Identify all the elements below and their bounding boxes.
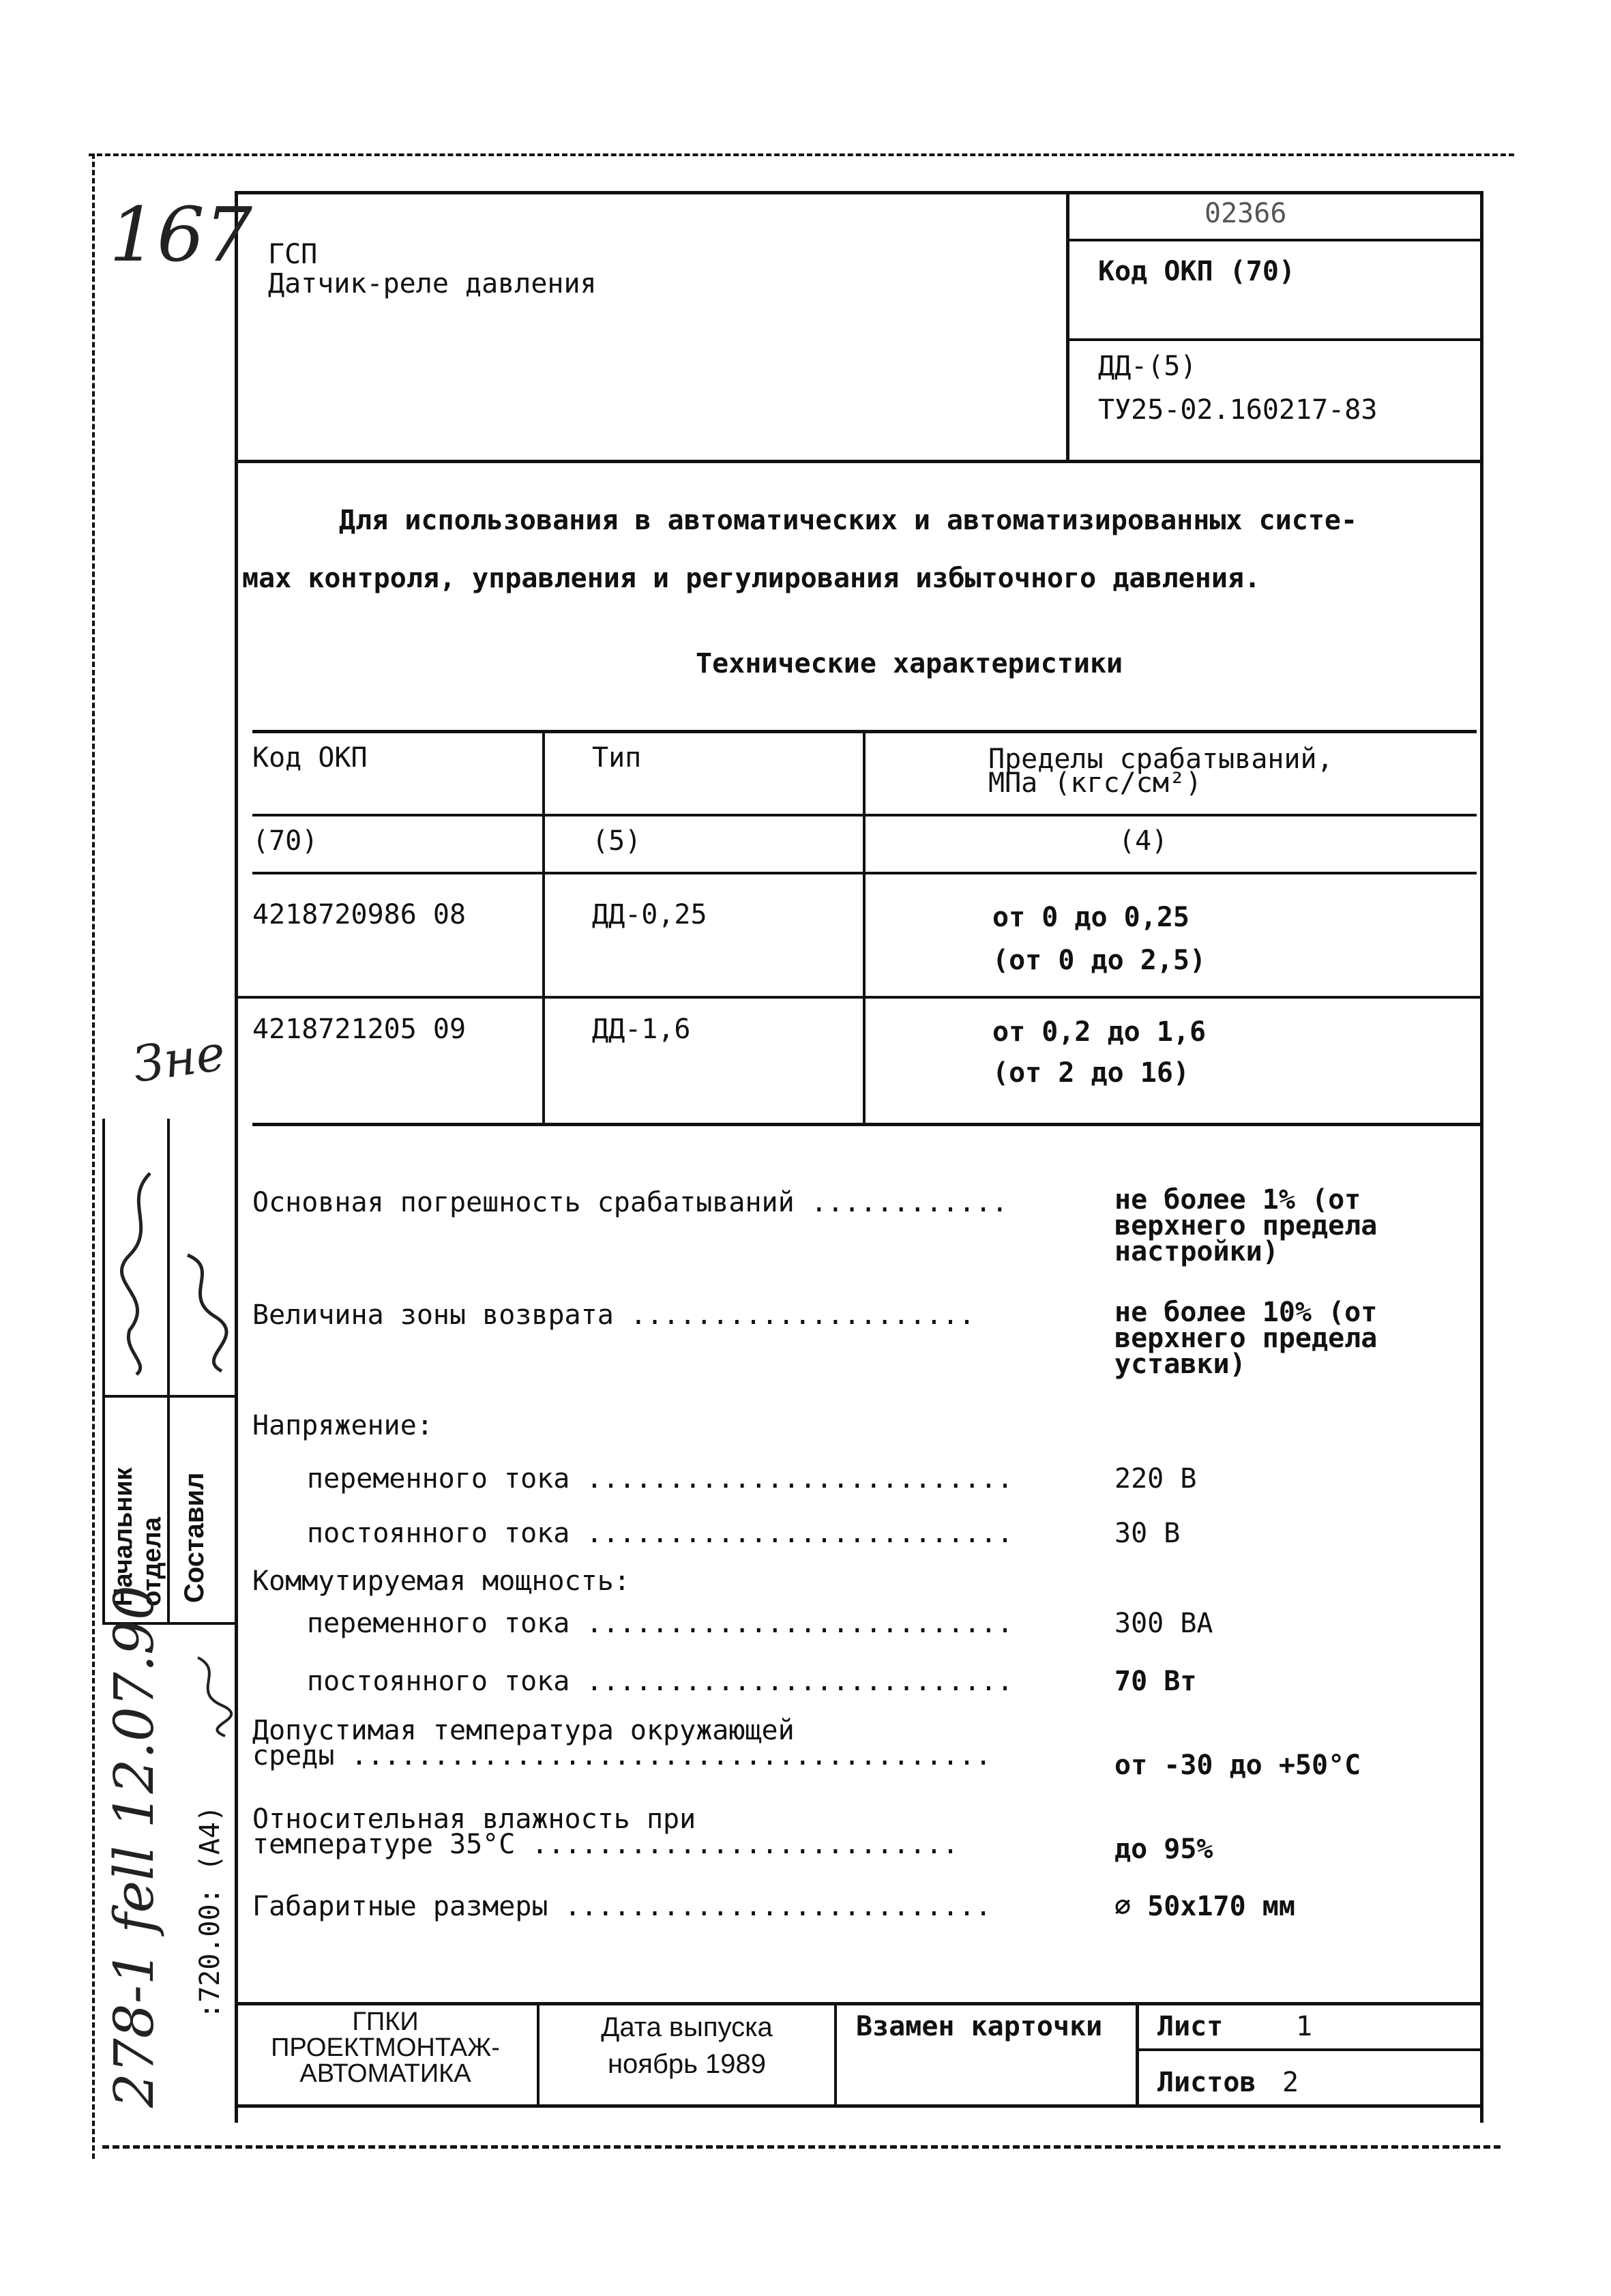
header-bottom-border (235, 460, 1483, 463)
return-zone-label: Величина зоны возврата ..................... (252, 1299, 975, 1331)
side-stamp-head-label: Начальник отдела (109, 1467, 166, 1606)
table-code-okp: (70) (252, 825, 319, 857)
table-code-range: (4) (1119, 825, 1168, 857)
error-label: Основная погрешность срабатываний ............ (252, 1187, 1008, 1218)
sheet-label: Лист (1157, 2011, 1224, 2042)
return-value-line1: не более 10% (от (1114, 1297, 1378, 1328)
side-stamp-outer-left (102, 1119, 105, 1623)
sheet-number: 1 (1296, 2011, 1313, 2042)
form-top-border (235, 191, 1483, 194)
ac-voltage-label: переменного тока .......................... (307, 1463, 1014, 1495)
humidity-label-line1: Относительная влажность при (252, 1804, 696, 1835)
footer-sheet-divider (1136, 2048, 1483, 2051)
table-row-2-okp: 4218721205 09 (252, 1014, 467, 1045)
header-title-line1: ГСП (268, 239, 318, 270)
footer-col-divider-3 (1136, 2002, 1139, 2108)
table-header-range-line1: Пределы срабатываний, (988, 744, 1333, 775)
table-col-divider-1 (542, 730, 545, 1125)
return-value-line3: уставки) (1114, 1349, 1246, 1380)
side-stamp-author-label: Составил (179, 1472, 209, 1603)
tu-code: ТУ25-02.160217-83 (1098, 394, 1378, 426)
footer-bottom-border (235, 2104, 1483, 2108)
form-right-border (1480, 191, 1483, 2123)
header-divider-vertical (1066, 191, 1069, 462)
table-header-okp: Код ОКП (252, 742, 368, 774)
temperature-label-line1: Допустимая температура окружающей (252, 1715, 795, 1746)
table-row-1-range2: (от 0 до 2,5) (992, 945, 1207, 976)
return-value-line2: верхнего предела (1114, 1323, 1378, 1354)
dc-power-label: постоянного тока .......................... (307, 1666, 1014, 1697)
ac-power-label: переменного тока .......................... (307, 1608, 1014, 1639)
table-bottom-border (252, 1123, 1483, 1126)
dimensions-label: Габаритные размеры .......................... (252, 1891, 992, 1922)
signature-author (174, 1241, 235, 1378)
sheets-count: 2 (1282, 2067, 1299, 2098)
top-frame-line (89, 153, 1514, 156)
table-row-1-okp: 4218720986 08 (252, 899, 467, 930)
intro-line2: мах контроля, управления и регулирования избыточного давления. (242, 563, 1261, 594)
humidity-value: до 95% (1114, 1834, 1213, 1865)
release-date-value: ноябрь 1989 (607, 2049, 767, 2079)
release-date-label: Дата выпуска (601, 2012, 773, 2042)
error-value-line3: настройки) (1114, 1236, 1279, 1267)
footer-col-divider-1 (537, 2002, 540, 2108)
power-label: Коммутируемая мощность: (252, 1565, 630, 1597)
section-title: Технические характеристики (696, 648, 1123, 679)
left-frame-line (92, 153, 95, 2159)
dc-power-value: 70 Вт (1114, 1666, 1197, 1697)
dc-voltage-value: 30 В (1114, 1518, 1181, 1549)
table-row-divider (235, 996, 1483, 999)
error-value-line1: не более 1% (от (1114, 1184, 1361, 1216)
table-col-divider-2 (863, 730, 866, 1125)
replaces-card-label: Взамен карточки (856, 2011, 1103, 2042)
org-line1: ГПКИ (352, 2007, 419, 2036)
footer-col-divider-2 (834, 2002, 837, 2108)
handwritten-mark: Зне (129, 1024, 229, 1093)
footer-organization (242, 2009, 529, 2087)
side-format-code: :720.00: (А4) (194, 1805, 226, 2019)
voltage-label: Напряжение: (252, 1410, 433, 1441)
error-value (1114, 1184, 1378, 1267)
table-row-2-range2: (от 2 до 16) (992, 1057, 1189, 1089)
table-header-type: Тип (592, 742, 642, 774)
table-row-2-type: ДД-1,6 (592, 1014, 691, 1045)
table-code-type: (5) (592, 825, 642, 857)
intro-line1: Для использования в автоматических и автоматизированных систе- (339, 505, 1358, 536)
handwritten-page-number: 167 (109, 191, 252, 278)
document-number: 02366 (1204, 198, 1287, 229)
form-left-border (235, 191, 238, 2123)
header-divider-1 (1066, 239, 1483, 241)
humidity-label-line2: температуре 35°С .......................... (252, 1829, 959, 1860)
dimensions-value: ⌀ 50х170 мм (1114, 1891, 1295, 1922)
error-value-line2: верхнего предела (1114, 1210, 1378, 1241)
table-row-2-range1: от 0,2 до 1,6 (992, 1016, 1207, 1048)
header-divider-2 (1066, 338, 1483, 341)
footer-top-border (235, 2002, 1483, 2005)
side-stamp-label-top (102, 1395, 235, 1398)
signature-head (109, 1160, 171, 1378)
okp-code-label: Код ОКП (70) (1098, 256, 1295, 287)
dc-voltage-label: постоянного тока .......................... (307, 1518, 1014, 1549)
bottom-frame-line (102, 2145, 1501, 2149)
temperature-value: от -30 до +50°С (1114, 1750, 1361, 1781)
sheets-label: Листов (1157, 2067, 1256, 2098)
ac-power-value: 300 ВА (1114, 1608, 1213, 1639)
signature-margin (184, 1651, 239, 1739)
org-line3: АВТОМАТИКА (299, 2059, 471, 2088)
handwritten-margin-date: 278-1 fell 12.07.90 (102, 1585, 166, 2108)
table-row-1-type: ДД-0,25 (592, 899, 707, 930)
table-row-1-range1: от 0 до 0,25 (992, 902, 1189, 933)
type-code: ДД-(5) (1098, 351, 1197, 382)
temperature-label-line2: среды ....................................... (252, 1740, 992, 1771)
org-line2: ПРОЕКТМОНТАЖ- (271, 2033, 500, 2062)
release-date (544, 2009, 830, 2082)
table-header-range-line2: МПа (кгс/см²) (988, 767, 1202, 799)
return-zone-value (1114, 1297, 1378, 1380)
ac-voltage-value: 220 В (1114, 1463, 1197, 1495)
header-title-line2: Датчик-реле давления (268, 268, 597, 299)
